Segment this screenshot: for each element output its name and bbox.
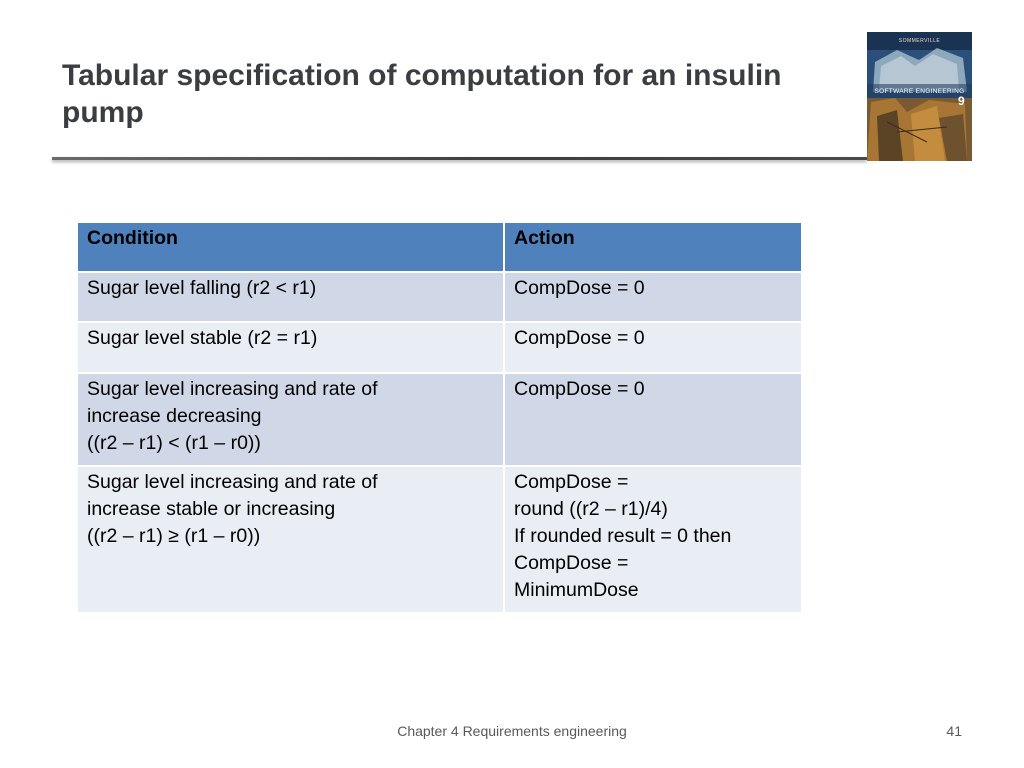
page-number: 41 bbox=[946, 723, 962, 739]
title-divider bbox=[52, 157, 867, 160]
slide-title: Tabular specification of computation for an insulin pump bbox=[62, 59, 782, 129]
action-cell: CompDose = 0 bbox=[504, 373, 802, 466]
condition-cell: Sugar level increasing and rate of increase decreasing ((r2 – r1) < (r1 – r0)) bbox=[77, 373, 504, 466]
action-cell: CompDose = 0 bbox=[504, 322, 802, 373]
table-row bbox=[77, 466, 802, 613]
slide-footer: Chapter 4 Requirements engineering bbox=[397, 723, 627, 739]
action-cell: CompDose = round ((r2 – r1)/4) If rounded result = 0 then CompDose = MinimumDose bbox=[504, 466, 802, 613]
condition-cell: Sugar level falling (r2 < r1) bbox=[77, 272, 504, 322]
condition-cell: Sugar level stable (r2 = r1) bbox=[77, 322, 504, 373]
table-row bbox=[77, 272, 802, 322]
book-cover-illustration bbox=[867, 32, 972, 161]
cover-title: SOFTWARE ENGINEERING bbox=[874, 88, 965, 95]
header-action: Action bbox=[504, 222, 802, 272]
computation-table bbox=[76, 221, 803, 614]
table-row bbox=[77, 373, 802, 466]
table-header-row bbox=[77, 222, 802, 272]
condition-cell: Sugar level increasing and rate of increase stable or increasing ((r2 – r1) ≥ (r1 – r0)) bbox=[77, 466, 504, 613]
book-cover-image bbox=[867, 32, 972, 161]
table-row bbox=[77, 322, 802, 373]
action-cell: CompDose = 0 bbox=[504, 272, 802, 322]
header-condition: Condition bbox=[77, 222, 504, 272]
cover-author: SOMMERVILLE bbox=[898, 38, 941, 44]
cover-edition: 9 bbox=[958, 94, 965, 108]
